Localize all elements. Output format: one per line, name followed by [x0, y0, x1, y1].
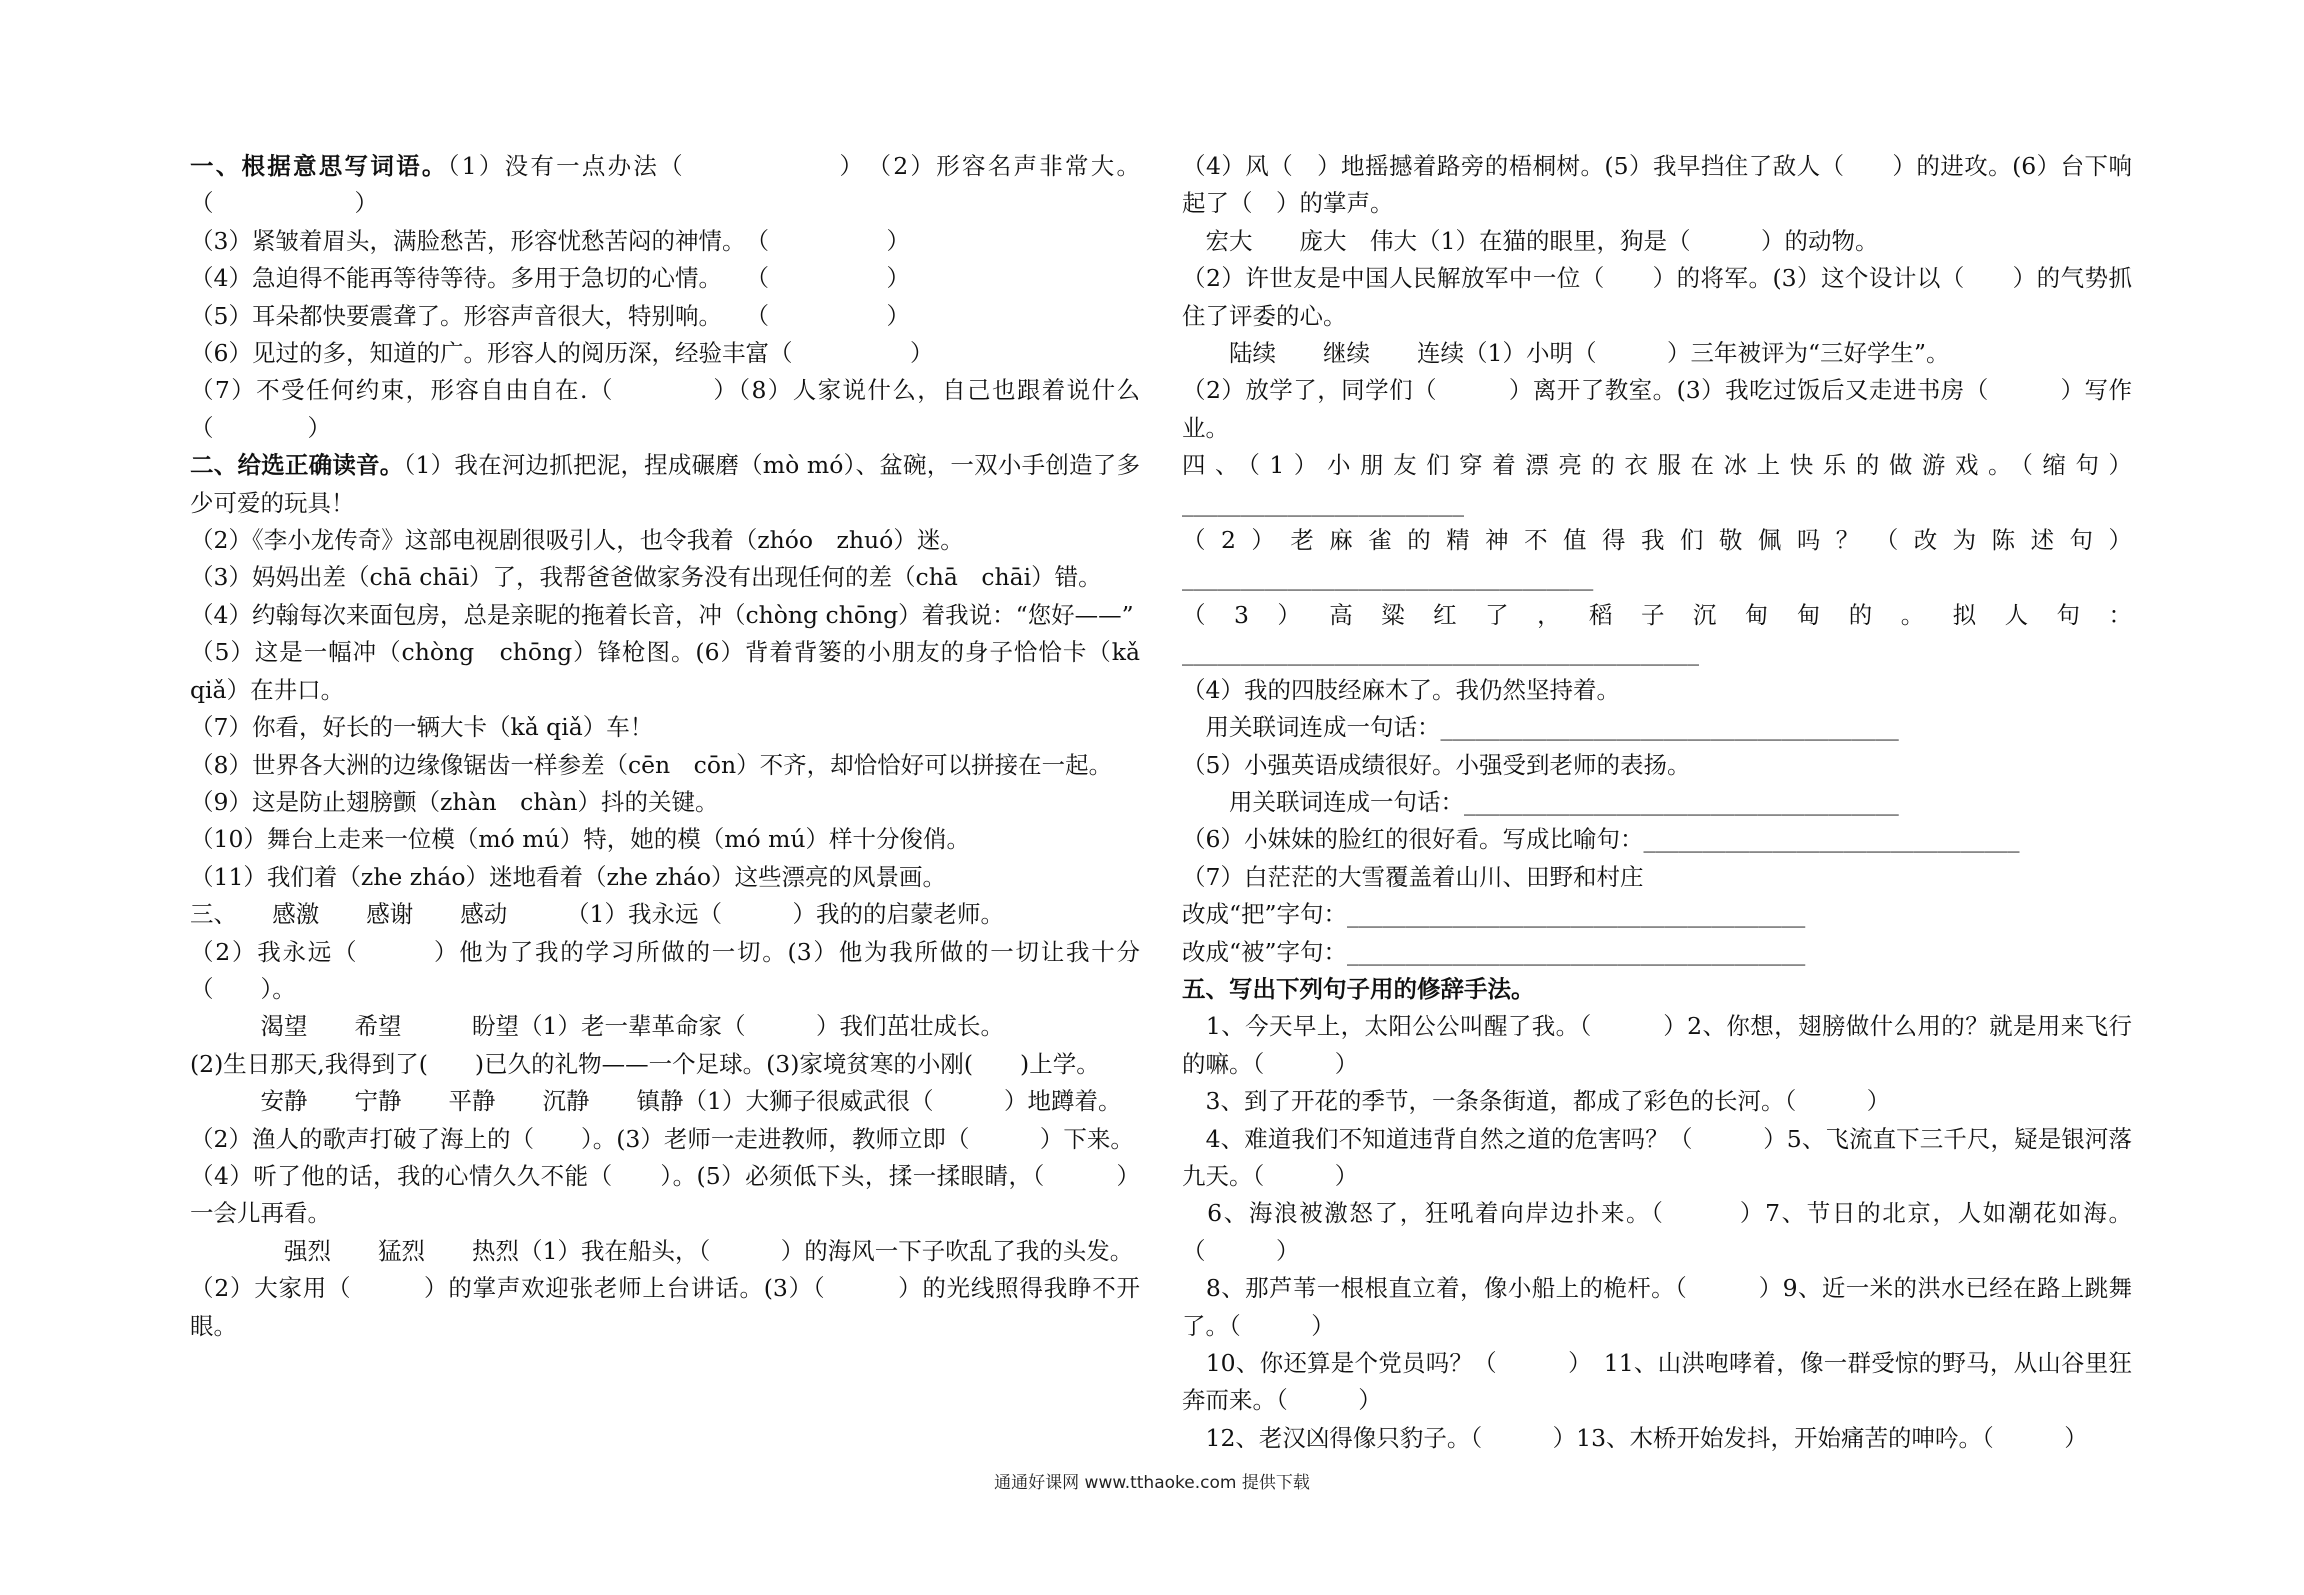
question-line — [1182, 672, 2132, 709]
question-text: （5）耳朵都快要震聋了。形容声音很大，特别响。 （ ） — [190, 301, 910, 330]
question-text: 陆续 继续 连续（1）小明（ ）三年被评为“三好学生”。 — [1182, 339, 1950, 368]
question-text: （4）我的四肢经麻木了。我仍然坚持着。 — [1182, 675, 1620, 704]
question-text: （8）世界各大洲的边缘像锯齿一样参差（cēn cōn）不齐，却恰恰好可以拼接在一起。 — [190, 750, 1113, 779]
question-line — [1182, 597, 2132, 672]
question-line — [1182, 821, 2132, 858]
question-text: （4）急迫得不能再等待等待。多用于急切的心情。 （ ） — [190, 264, 910, 293]
question-line — [190, 934, 1140, 1009]
question-text: 安静 宁静 平静 沉静 镇静（1）大狮子很威武很（ ）地蹲着。 — [190, 1087, 1122, 1116]
question-text: 三、 感激 感谢 感动 （1）我永远（ ）我的的启蒙老师。 — [190, 900, 1004, 929]
question-text: （4）风（ ）地摇撼着路旁的梧桐树。(5）我早挡住了敌人（ ）的进攻。(6）台下响起了（ ）的掌声。 — [1182, 152, 2132, 218]
question-line — [1182, 1121, 2132, 1196]
question-text: （6）小妹妹的脸红的很好看。写成比喻句：________________________________ — [1182, 825, 2020, 854]
question-line — [1182, 372, 2132, 447]
question-line — [190, 597, 1140, 634]
question-text: （7）你看，好长的一辆大卡（kǎ qiǎ）车！ — [190, 713, 654, 742]
question-line — [190, 335, 1140, 372]
question-line — [1182, 971, 2132, 1008]
question-text: 四、（1）小朋友们穿着漂亮的衣服在冰上快乐的做游戏。（缩句）________________________ — [1182, 451, 2132, 517]
question-text: 宏大 庞大 伟大（1）在猫的眼里，狗是（ ）的动物。 — [1182, 226, 1879, 255]
question-line — [190, 559, 1140, 596]
question-text: 用关联词连成一句话：_______________________________________ — [1182, 713, 1899, 742]
question-line — [190, 859, 1140, 896]
question-text: （2）老麻雀的精神不值得我们敬佩吗？（改为陈述句）___________________________________ — [1182, 526, 2132, 592]
question-text: （2）许世友是中国人民解放军中一位（ ）的将军。(3）这个设计以（ ）的气势抓住了评委的心。 — [1182, 264, 2132, 330]
question-text: 渴望 希望 盼望（1）老一辈革命家（ ）我们茁壮成长。 — [190, 1012, 1004, 1041]
question-text: （1）我在河边抓把泥，捏成碾磨（mò mó）、盆碗，一双小手创造了多少可爱的玩具！ — [190, 451, 1140, 517]
question-line — [190, 1008, 1140, 1045]
question-text: 8、那芦苇一根根直立着，像小船上的桅杆。（ ）9、近一米的洪水已经在路上跳舞了。（ ） — [1182, 1274, 2132, 1340]
question-text: 改成“被”字句：_______________________________________ — [1182, 937, 1806, 966]
question-line — [190, 1046, 1140, 1083]
question-line — [1182, 859, 2132, 896]
question-line — [190, 896, 1140, 933]
question-text: 强烈 猛烈 热烈（1）我在船头，（ ）的海风一下子吹乱了我的头发。 — [190, 1236, 1134, 1265]
question-text: (2)生日那天,我得到了( )已久的礼物——一个足球。(3)家境贫寒的小刚( )上学。 — [190, 1049, 1100, 1078]
question-text: （11）我们着（zhe zháo）迷地看着（zhe zháo）这些漂亮的风景画。 — [190, 862, 947, 891]
question-line — [1182, 896, 2132, 933]
page-footer: 通通好课网 www.tthaoke.com 提供下载 — [994, 1473, 1310, 1493]
question-text: 10、你还算是个党员吗？（ ） 11、山洪咆哮着，像一群受惊的野马，从山谷里狂奔而来。（ ） — [1182, 1349, 2132, 1415]
question-line — [190, 1121, 1140, 1158]
question-line — [190, 372, 1140, 447]
question-text: （7）白茫茫的大雪覆盖着山川、田野和村庄 — [1182, 862, 1644, 891]
question-text: 6、海浪被激怒了，狂吼着向岸边扑来。（ ）7、节日的北京，人如潮花如海。（ ） — [1182, 1199, 2132, 1265]
question-text: 4、难道我们不知道违背自然之道的危害吗？（ ）5、飞流直下三千尺，疑是银河落九天。（ ） — [1182, 1124, 2132, 1190]
question-line — [190, 522, 1140, 559]
question-text: 3、到了开花的季节，一条条街道，都成了彩色的长河。（ ） — [1182, 1087, 1891, 1116]
question-line — [190, 634, 1148, 709]
question-text: 12、老汉凶得像只豹子。（ ）13、木桥开始发抖，开始痛苦的呻吟。（ ） — [1182, 1423, 2088, 1452]
question-line — [1182, 335, 2132, 372]
question-text: 改成“把”字句：_______________________________________ — [1182, 900, 1806, 929]
question-line — [190, 148, 1140, 223]
question-line — [1182, 1083, 2132, 1120]
question-text: （10）舞台上走来一位模（mó mú）特，她的模（mó mú）样十分俊俏。 — [190, 825, 971, 854]
section-title: 五、写出下列句子用的修辞手法。 — [1182, 974, 1535, 1003]
question-line — [1182, 709, 2132, 746]
question-text: （2）《李小龙传奇》这部电视剧很吸引人，也令我着（zhóo zhuó）迷。 — [190, 526, 964, 555]
question-line — [1182, 1008, 2132, 1083]
question-text: （6）见过的多，知道的广。形容人的阅历深，经验丰富（ ） — [190, 339, 934, 368]
question-text: 用关联词连成一句话：_____________________________________ — [1182, 787, 1899, 816]
question-line — [1182, 1270, 2132, 1345]
question-text: （7）不受任何约束，形容自由自在.（ ）（8）人家说什么，自己也跟着说什么（ ） — [190, 376, 1140, 442]
question-line — [190, 223, 1140, 260]
question-text: 1、今天早上，太阳公公叫醒了我。（ ）2、你想，翅膀做什么用的？就是用来飞行的嘛。（ ） — [1182, 1012, 2132, 1078]
question-line — [190, 1158, 1140, 1233]
question-line — [1182, 784, 2132, 821]
question-text: （5）小强英语成绩很好。小强受到老师的表扬。 — [1182, 750, 1691, 779]
question-text: （2）大家用（ ）的掌声欢迎张老师上台讲话。(3）（ ）的光线照得我睁不开眼。 — [190, 1274, 1140, 1340]
right-column — [1182, 148, 2132, 1457]
question-line — [1182, 1345, 2132, 1420]
question-text: （9）这是防止翅膀颤（zhàn chàn）抖的关键。 — [190, 787, 719, 816]
question-line — [1182, 934, 2132, 971]
question-text: （4）约翰每次来面包房，总是亲昵的拖着长音，冲（chòng chōng）着我说：“您好——” — [190, 600, 1134, 629]
section-title: 一、根据意思写词语。 — [190, 152, 448, 180]
question-line — [190, 1233, 1140, 1270]
question-text: （5）这是一幅冲（chòng chōng）锋枪图。(6）背着背篓的小朋友的身子恰恰卡（kǎ qiǎ）在井口。 — [190, 638, 1148, 704]
question-text: （4）听了他的话，我的心情久久不能（ ）。(5）必须低下头，揉一揉眼睛，（ ）一会儿再看。 — [190, 1161, 1140, 1228]
question-text: （3）妈妈出差（chā chāi）了，我帮爸爸做家务没有出现任何的差（chā chāi）错。 — [190, 563, 1102, 592]
question-line — [190, 709, 1140, 746]
question-line — [190, 747, 1140, 784]
question-text: （1）没有一点办法（ ） （2）形容名声非常大。（ ） — [190, 152, 1140, 218]
question-line — [190, 1270, 1140, 1345]
question-text: （2）放学了，同学们（ ）离开了教室。(3）我吃过饭后又走进书房（ ）写作业。 — [1182, 376, 2132, 442]
question-line — [190, 447, 1140, 522]
section-title: 二、给选正确读音。 — [190, 451, 404, 480]
question-text: （2）我永远（ ）他为了我的学习所做的一切。(3）他为我所做的一切让我十分（ ）。 — [190, 937, 1140, 1003]
question-line — [1182, 223, 2132, 260]
question-line — [190, 260, 1140, 297]
question-line — [1182, 260, 2132, 335]
question-line — [1182, 522, 2132, 597]
question-line — [1182, 1195, 2132, 1270]
question-line — [190, 298, 1140, 335]
question-line — [1182, 747, 2132, 784]
question-text: （2）渔人的歌声打破了海上的（ ）。(3）老师一走进教师，教师立即（ ）下来。 — [190, 1124, 1134, 1153]
question-line — [190, 1083, 1140, 1120]
question-line — [1182, 148, 2132, 223]
question-line — [190, 821, 1140, 858]
question-text: （3）高粱红了，稻子沉甸甸的。拟人句：____________________________________________ — [1182, 600, 2132, 667]
question-line — [1182, 447, 2132, 522]
question-line — [1182, 1420, 2132, 1457]
question-line — [190, 784, 1140, 821]
left-column — [190, 148, 1148, 1345]
question-text: （3）紧皱着眉头，满脸愁苦，形容忧愁苦闷的神情。 （ ） — [190, 226, 910, 255]
